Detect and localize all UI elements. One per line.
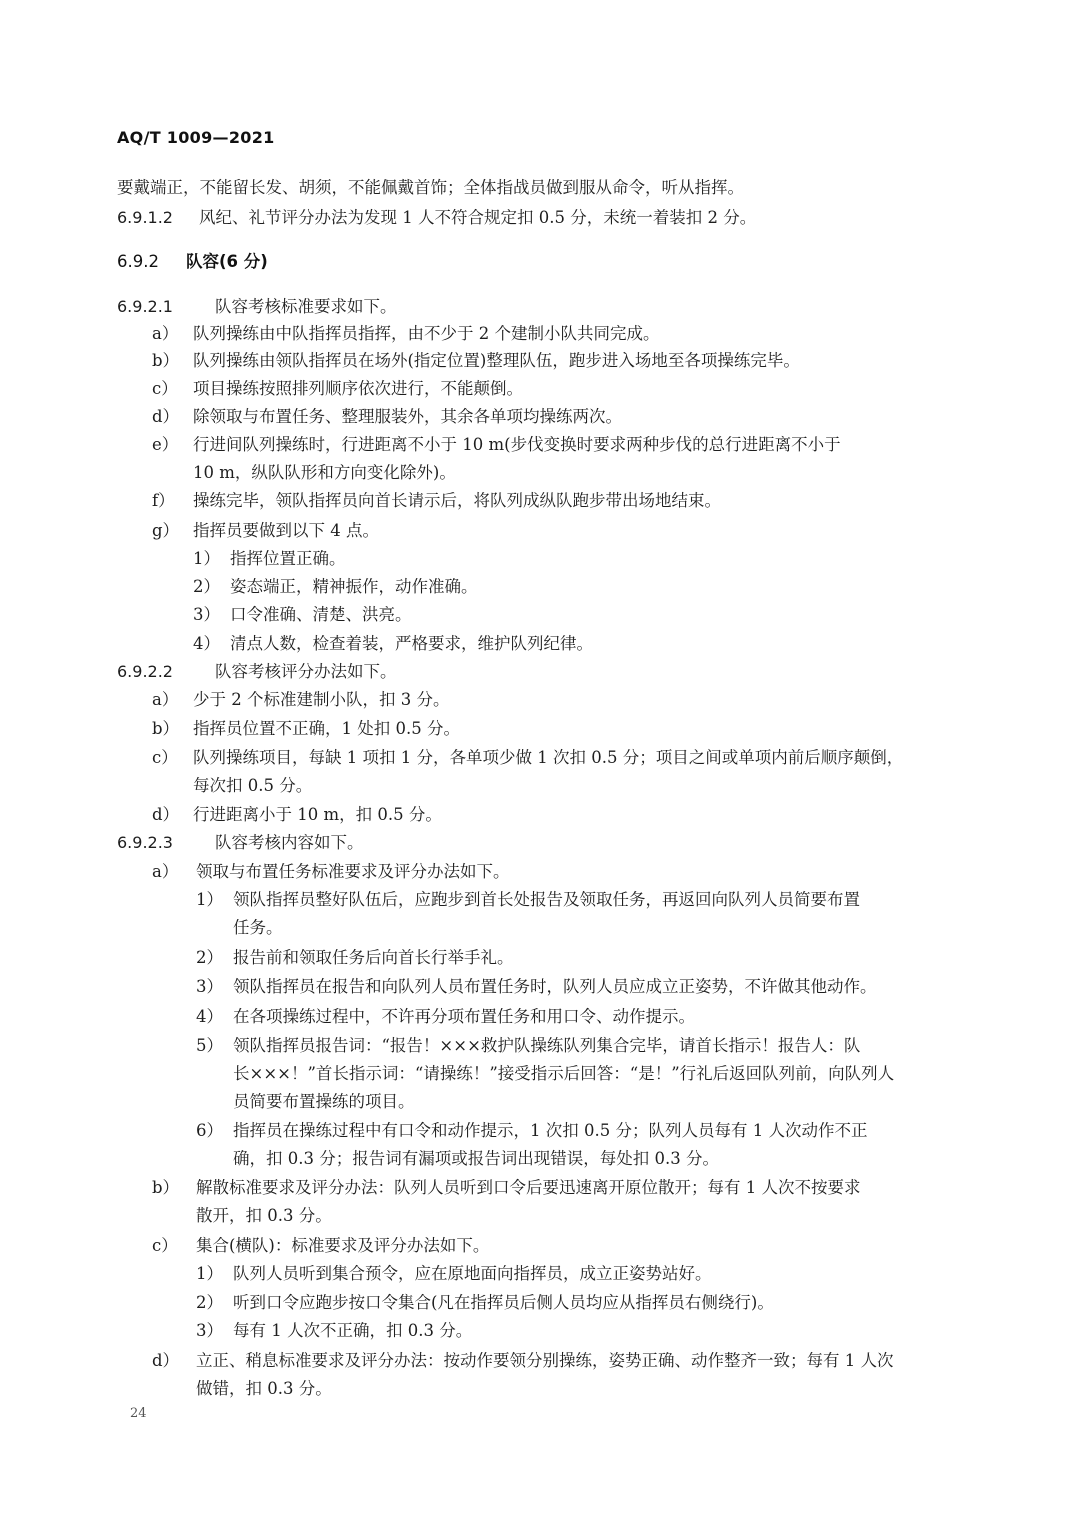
list-item-a: a） 队列操练由中队指挥员指挥，由不少于 2 个建制小队共同完成。: [152, 324, 660, 343]
sub-item-1: 1） 指挥位置正确。: [193, 549, 346, 568]
list-item-d: d） 立正、稍息标准要求及评分办法：按动作要领分别操练，姿势正确、动作整齐一致；每有 1 人次: [152, 1351, 894, 1370]
list-item-c: c） 队列操练项目，每缺 1 项扣 1 分，各单项少做 1 次扣 0.5 分；项目之间或单项内前后顺序颠倒，: [152, 748, 904, 767]
sub-item-5-cont: 员简要布置操练的项目。: [233, 1092, 415, 1111]
section-title: 队容(6 分): [186, 252, 268, 271]
list-item-d: d） 行进距离小于 10 m，扣 0.5 分。: [152, 805, 442, 824]
sub-item-3: 3） 领队指挥员在报告和向队列人员布置任务时，队列人员应成立正姿势，不许做其他动作。: [196, 977, 877, 996]
clause-number: 6.9.2.1: [117, 297, 173, 316]
standard-code-header: AQ/T 1009—2021: [117, 128, 275, 147]
list-item-d: d） 除领取与布置任务、整理服装外，其余各单项均操练两次。: [152, 407, 622, 426]
list-item-c: c） 项目操练按照排列顺序依次进行，不能颠倒。: [152, 379, 523, 398]
item-6-9-1-2: [117, 207, 756, 229]
sub-item-2: 2） 姿态端正，精神振作，动作准确。: [193, 577, 478, 596]
list-item-e-cont: 10 m，纵队队形和方向变化除外)。: [193, 463, 456, 482]
list-item-a: a） 少于 2 个标准建制小队，扣 3 分。: [152, 690, 450, 709]
list-item-a: a） 领取与布置任务标准要求及评分办法如下。: [152, 862, 510, 881]
clause-number: 6.9.2.3: [117, 833, 173, 852]
sub-item-3: 3） 口令准确、清楚、洪亮。: [193, 605, 412, 624]
list-item-d-cont: 做错，扣 0.3 分。: [196, 1379, 332, 1398]
item-6-9-2-2: [117, 661, 397, 683]
sub-item-5-cont: 长×××！”首长指示词：“请操练！”接受指示后回答：“是！”行礼后返回队列前，向队列人: [233, 1064, 895, 1083]
section-heading-6-9-2: [117, 251, 268, 273]
sub-item-4: 4） 在各项操练过程中，不许再分项布置任务和用口令、动作提示。: [196, 1007, 695, 1026]
list-item-c: c） 集合(横队)：标准要求及评分办法如下。: [152, 1236, 490, 1255]
list-item-b: b） 解散标准要求及评分办法：队列人员听到口令后要迅速离开原位散开；每有 1 人次不按要求: [152, 1178, 861, 1197]
clause-text: 风纪、礼节评分办法为发现 1 人不符合规定扣 0.5 分，未统一着装扣 2 分。: [199, 208, 757, 227]
list-item-b: b） 指挥员位置不正确，1 处扣 0.5 分。: [152, 719, 460, 738]
list-item-f: f） 操练完毕，领队指挥员向首长请示后，将队列成纵队跑步带出场地结束。: [152, 491, 721, 510]
list-item-c-cont: 每次扣 0.5 分。: [193, 776, 313, 795]
sub-item-2: 2） 报告前和领取任务后向首长行举手礼。: [196, 948, 514, 967]
list-item-g: g） 指挥员要做到以下 4 点。: [152, 521, 379, 540]
sub-item-1: 1） 领队指挥员整好队伍后，应跑步到首长处报告及领取任务，再返回向队列人员简要布置: [196, 890, 860, 909]
item-6-9-2-3: [117, 832, 364, 854]
continuation-text: 要戴端正，不能留长发、胡须，不能佩戴首饰；全体指战员做到服从命令，听从指挥。: [117, 178, 744, 197]
sub-item-4: 4） 清点人数，检查着装，严格要求，维护队列纪律。: [193, 634, 593, 653]
sub-item-2: 2） 听到口令应跑步按口令集合(凡在指挥员后侧人员均应从指挥员右侧绕行)。: [196, 1293, 774, 1312]
sub-item-1: 1） 队列人员听到集合预令，应在原地面向指挥员，成立正姿势站好。: [196, 1264, 712, 1283]
page-number: 24: [130, 1406, 147, 1421]
clause-text: 队容考核评分办法如下。: [215, 662, 397, 681]
clause-text: 队容考核内容如下。: [215, 833, 364, 852]
sub-item-1-cont: 任务。: [233, 918, 283, 937]
list-item-e: e） 行进间队列操练时，行进距离不小于 10 m(步伐变换时要求两种步伐的总行进距离不小于: [152, 435, 841, 454]
list-item-b: b） 队列操练由领队指挥员在场外(指定位置)整理队伍，跑步进入场地至各项操练完毕。: [152, 351, 800, 370]
clause-text: 队容考核标准要求如下。: [215, 297, 397, 316]
sub-item-6-cont: 确，扣 0.3 分；报告词有漏项或报告词出现错误，每处扣 0.3 分。: [233, 1149, 719, 1168]
clause-number: 6.9.2.2: [117, 662, 173, 681]
clause-number: 6.9.1.2: [117, 208, 173, 227]
sub-item-5: 5） 领队指挥员报告词：“报告！×××救护队操练队列集合完毕，请首长指示！报告人：队: [196, 1036, 861, 1055]
sub-item-3: 3） 每有 1 人次不正确，扣 0.3 分。: [196, 1321, 473, 1340]
list-item-b-cont: 散开，扣 0.3 分。: [196, 1206, 332, 1225]
item-6-9-2-1: [117, 296, 397, 318]
section-number: 6.9.2: [117, 252, 159, 271]
sub-item-6: 6） 指挥员在操练过程中有口令和动作提示，1 次扣 0.5 分；队列人员每有 1 人次动作不正: [196, 1121, 868, 1140]
